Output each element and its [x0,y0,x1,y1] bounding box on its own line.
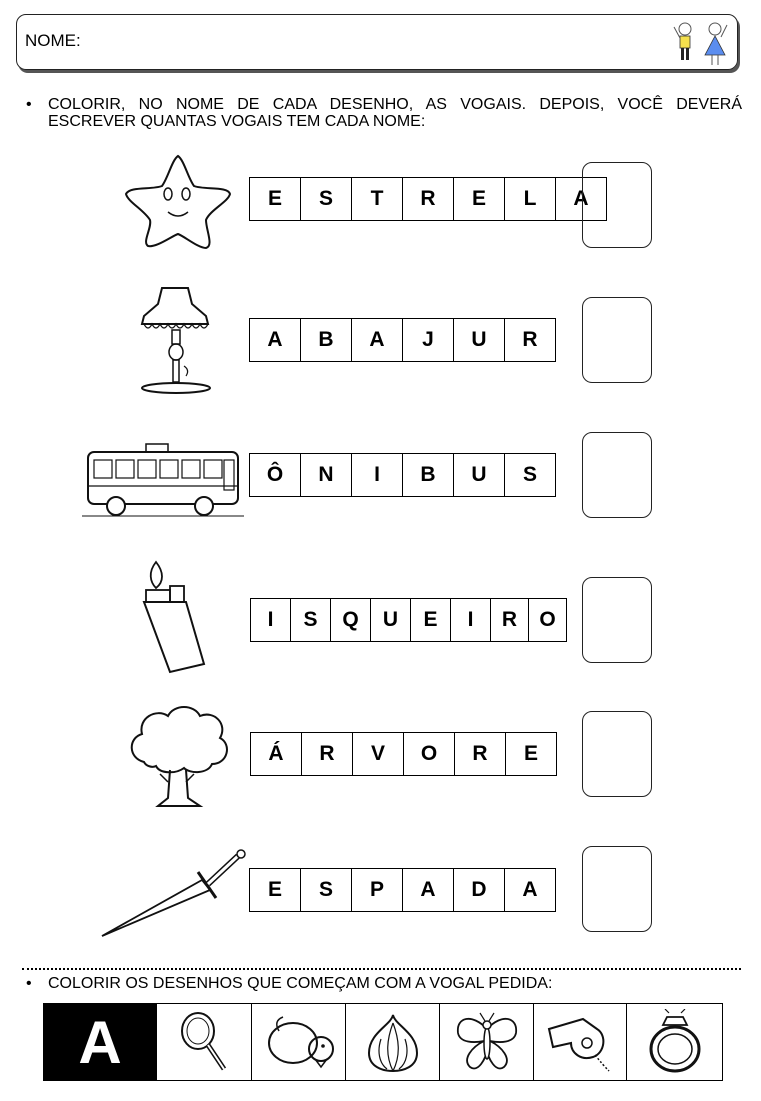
letter-cell[interactable]: J [403,319,454,361]
instruction-1 [26,96,742,130]
tree-icon [124,702,234,812]
picture-cell[interactable] [534,1004,627,1080]
letter-cell[interactable]: I [251,599,291,641]
letter-cell[interactable]: S [505,454,556,496]
vowel-picture-strip [43,1003,723,1081]
dotted-divider [22,968,741,970]
letter-cell[interactable]: O [529,599,567,641]
letter-cell[interactable]: P [352,869,403,911]
letter-cell[interactable]: U [371,599,411,641]
letter-cell[interactable]: E [250,178,301,220]
word-espada [249,868,556,912]
vowel-count-box[interactable] [582,711,652,797]
picture-cell[interactable] [252,1004,346,1080]
sword-icon [98,846,250,942]
letter-cell[interactable]: E [411,599,451,641]
garlic-icon [361,1009,425,1075]
letter-cell[interactable]: A [403,869,454,911]
name-label: NOME: [25,31,81,50]
letter-cell[interactable]: T [352,178,403,220]
letter-cell[interactable]: Ô [250,454,301,496]
letter-cell[interactable]: N [301,454,352,496]
picture-cell[interactable] [440,1004,534,1080]
bus-icon [82,440,244,522]
letter-cell[interactable]: A [556,178,607,220]
vowel-count-box[interactable] [582,846,652,932]
letter-cell[interactable]: I [352,454,403,496]
word-isqueiro [250,598,567,642]
bullet: • [26,96,32,113]
letter-cell[interactable]: R [455,733,506,775]
picture-cell[interactable] [627,1004,722,1080]
mirror-icon [174,1009,234,1075]
letter-cell[interactable]: U [454,319,505,361]
letter-cell[interactable]: I [451,599,491,641]
letter-cell[interactable]: S [301,178,352,220]
letter-cell[interactable]: A [250,319,301,361]
word-estrela [249,177,607,221]
picture-cell[interactable] [157,1004,252,1080]
word-arvore [250,732,557,776]
ring-icon [643,1009,707,1075]
letter-cell[interactable]: E [454,178,505,220]
bullet: • [26,975,32,992]
vowel-count-box[interactable] [582,162,652,248]
letter-cell[interactable]: A [505,869,556,911]
letter-cell[interactable]: S [291,599,331,641]
instruction-text: COLORIR OS DESENHOS QUE COMEÇAM COM A VOGAL PEDIDA: [48,975,553,992]
vowel-letter: A [44,1004,157,1080]
letter-cell[interactable]: Q [331,599,371,641]
vowel-count-box[interactable] [582,577,652,663]
children-icon [669,17,731,69]
letter-cell[interactable]: D [454,869,505,911]
letter-cell[interactable]: R [505,319,556,361]
vowel-count-box[interactable] [582,297,652,383]
whistle-icon [543,1009,617,1075]
star-icon [122,150,234,250]
lighter-icon [130,558,216,678]
letter-cell[interactable]: L [505,178,556,220]
letter-cell[interactable]: E [506,733,557,775]
letter-cell[interactable]: R [302,733,353,775]
letter-cell[interactable]: B [403,454,454,496]
butterfly-icon [452,1009,522,1075]
letter-cell[interactable]: Á [251,733,302,775]
vowel-count-box[interactable] [582,432,652,518]
letter-cell[interactable]: S [301,869,352,911]
picture-cell[interactable] [346,1004,440,1080]
letter-cell[interactable]: R [491,599,529,641]
letter-cell[interactable]: B [301,319,352,361]
name-box [16,14,738,70]
instruction-2 [26,975,742,992]
letter-cell[interactable]: O [404,733,455,775]
chick-icon [259,1009,339,1075]
word-abajur [249,318,556,362]
letter-cell[interactable]: E [250,869,301,911]
lamp-icon [118,280,236,400]
instruction-text: COLORIR, NO NOME DE CADA DESENHO, AS VOGAIS. DEPOIS, VOCÊ DEVERÁ ESCREVER QUANTAS VOGAIS TEM CADA NOME: [48,96,742,130]
letter-cell[interactable]: V [353,733,404,775]
letter-cell[interactable]: U [454,454,505,496]
letter-cell[interactable]: R [403,178,454,220]
word-onibus [249,453,556,497]
letter-cell[interactable]: A [352,319,403,361]
